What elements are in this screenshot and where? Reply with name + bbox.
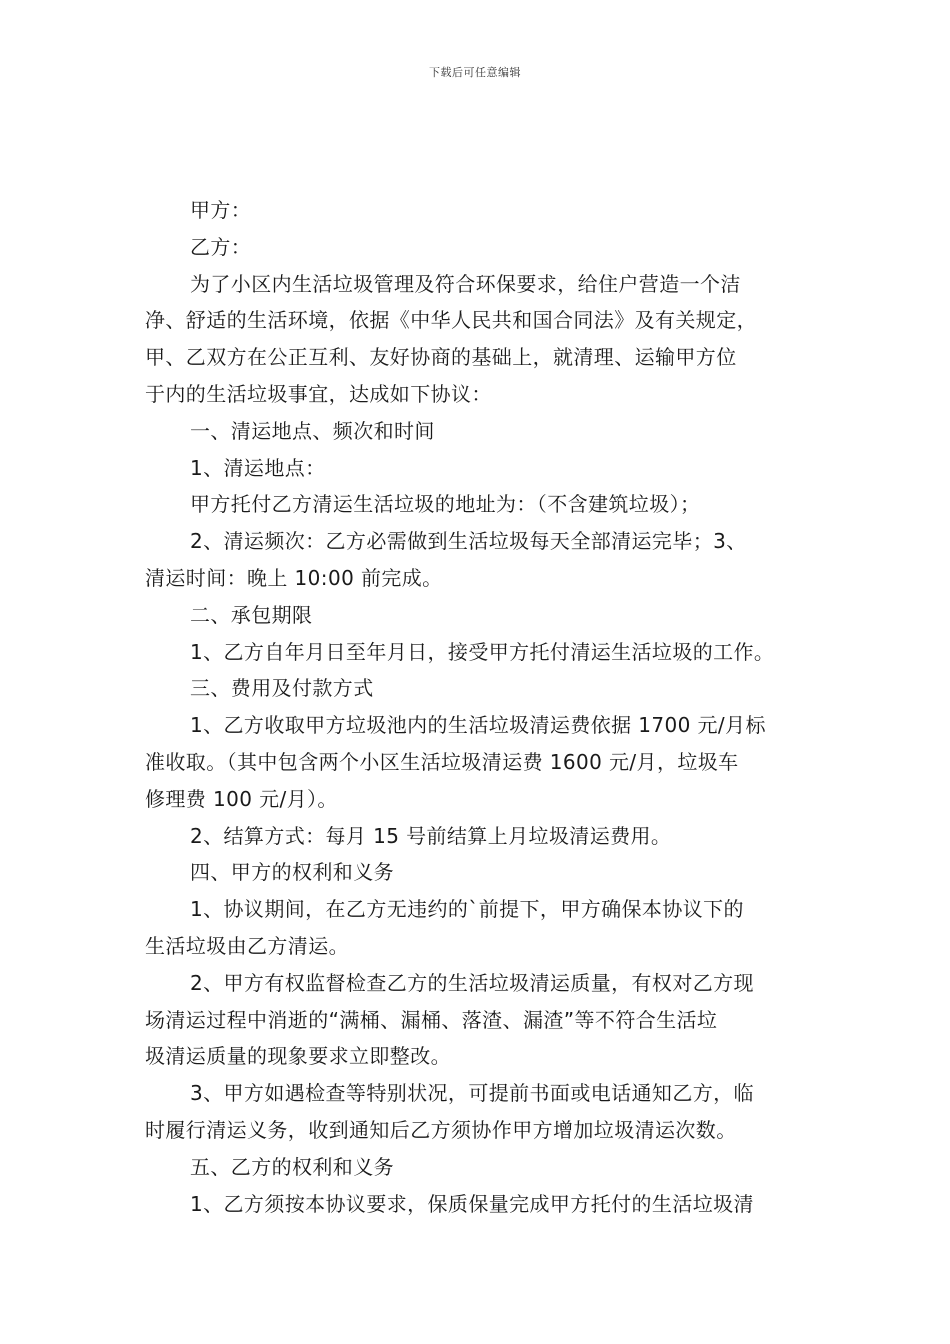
text-line: 2、清运频次：乙方必需做到生活垃圾每天全部清运完毕；3、 bbox=[190, 529, 747, 554]
text-line: 准收取。（其中包含两个小区生活垃圾清运费 1600 元/月，垃圾车 bbox=[145, 749, 739, 774]
text-line: 1、协议期间，在乙方无违约的`前提下，甲方确保本协议下的 bbox=[190, 897, 744, 922]
section-heading: 四、甲方的权利和义务 bbox=[190, 860, 394, 885]
section-heading: 一、清运地点、频次和时间 bbox=[190, 418, 435, 443]
text-line: 乙方： bbox=[190, 234, 252, 259]
text-line: 1、清运地点： bbox=[190, 455, 326, 480]
text-line: 清运时间：晚上 10:00 前完成。 bbox=[145, 565, 443, 590]
text-line: 修理费 100 元/月）。 bbox=[145, 786, 338, 811]
text-line: 1、乙方收取甲方垃圾池内的生活垃圾清运费依据 1700 元/月标 bbox=[190, 713, 766, 738]
section-heading: 五、乙方的权利和义务 bbox=[190, 1154, 394, 1179]
page-header: 下载后可任意编辑 bbox=[429, 66, 521, 79]
text-line: 甲、乙双方在公正互利、友好协商的基础上，就清理、运输甲方位 bbox=[145, 345, 737, 370]
text-line: 甲方： bbox=[190, 198, 252, 222]
text-line: 2、结算方式：每月 15 号前结算上月垃圾清运费用。 bbox=[190, 823, 672, 848]
text-line: 圾清运质量的现象要求立即整改。 bbox=[145, 1044, 451, 1069]
text-line: 生活垃圾由乙方清运。 bbox=[145, 933, 349, 958]
text-line: 甲方托付乙方清运生活垃圾的地址为：（不含建筑垃圾）； bbox=[190, 492, 701, 517]
text-line: 于内的生活垃圾事宜，达成如下协议： bbox=[145, 381, 492, 406]
text-line: 时履行清运义务，收到通知后乙方须协作甲方增加垃圾清运次数。 bbox=[145, 1117, 737, 1142]
text-line: 2、甲方有权监督检查乙方的生活垃圾清运质量，有权对乙方现 bbox=[190, 970, 754, 995]
section-heading: 二、承包期限 bbox=[190, 602, 313, 627]
text-line: 净、舒适的生活环境，依据《中华人民共和国合同法》及有关规定， bbox=[145, 308, 757, 333]
text-line: 1、乙方自年月日至年月日，接受甲方托付清运生活垃圾的工作。 bbox=[190, 639, 775, 664]
text-line: 1、乙方须按本协议要求，保质保量完成甲方托付的生活垃圾清 bbox=[190, 1191, 754, 1216]
section-heading: 三、费用及付款方式 bbox=[190, 676, 374, 701]
document-body bbox=[145, 192, 813, 1222]
text-line: 为了小区内生活垃圾管理及符合环保要求，给住户营造一个洁 bbox=[190, 271, 741, 296]
text-line: 场清运过程中消逝的“满桶、漏桶、落渣、漏渣”等不符合生活垃 bbox=[145, 1007, 718, 1032]
text-line: 3、甲方如遇检查等特别状况，可提前书面或电话通知乙方，临 bbox=[190, 1081, 754, 1106]
